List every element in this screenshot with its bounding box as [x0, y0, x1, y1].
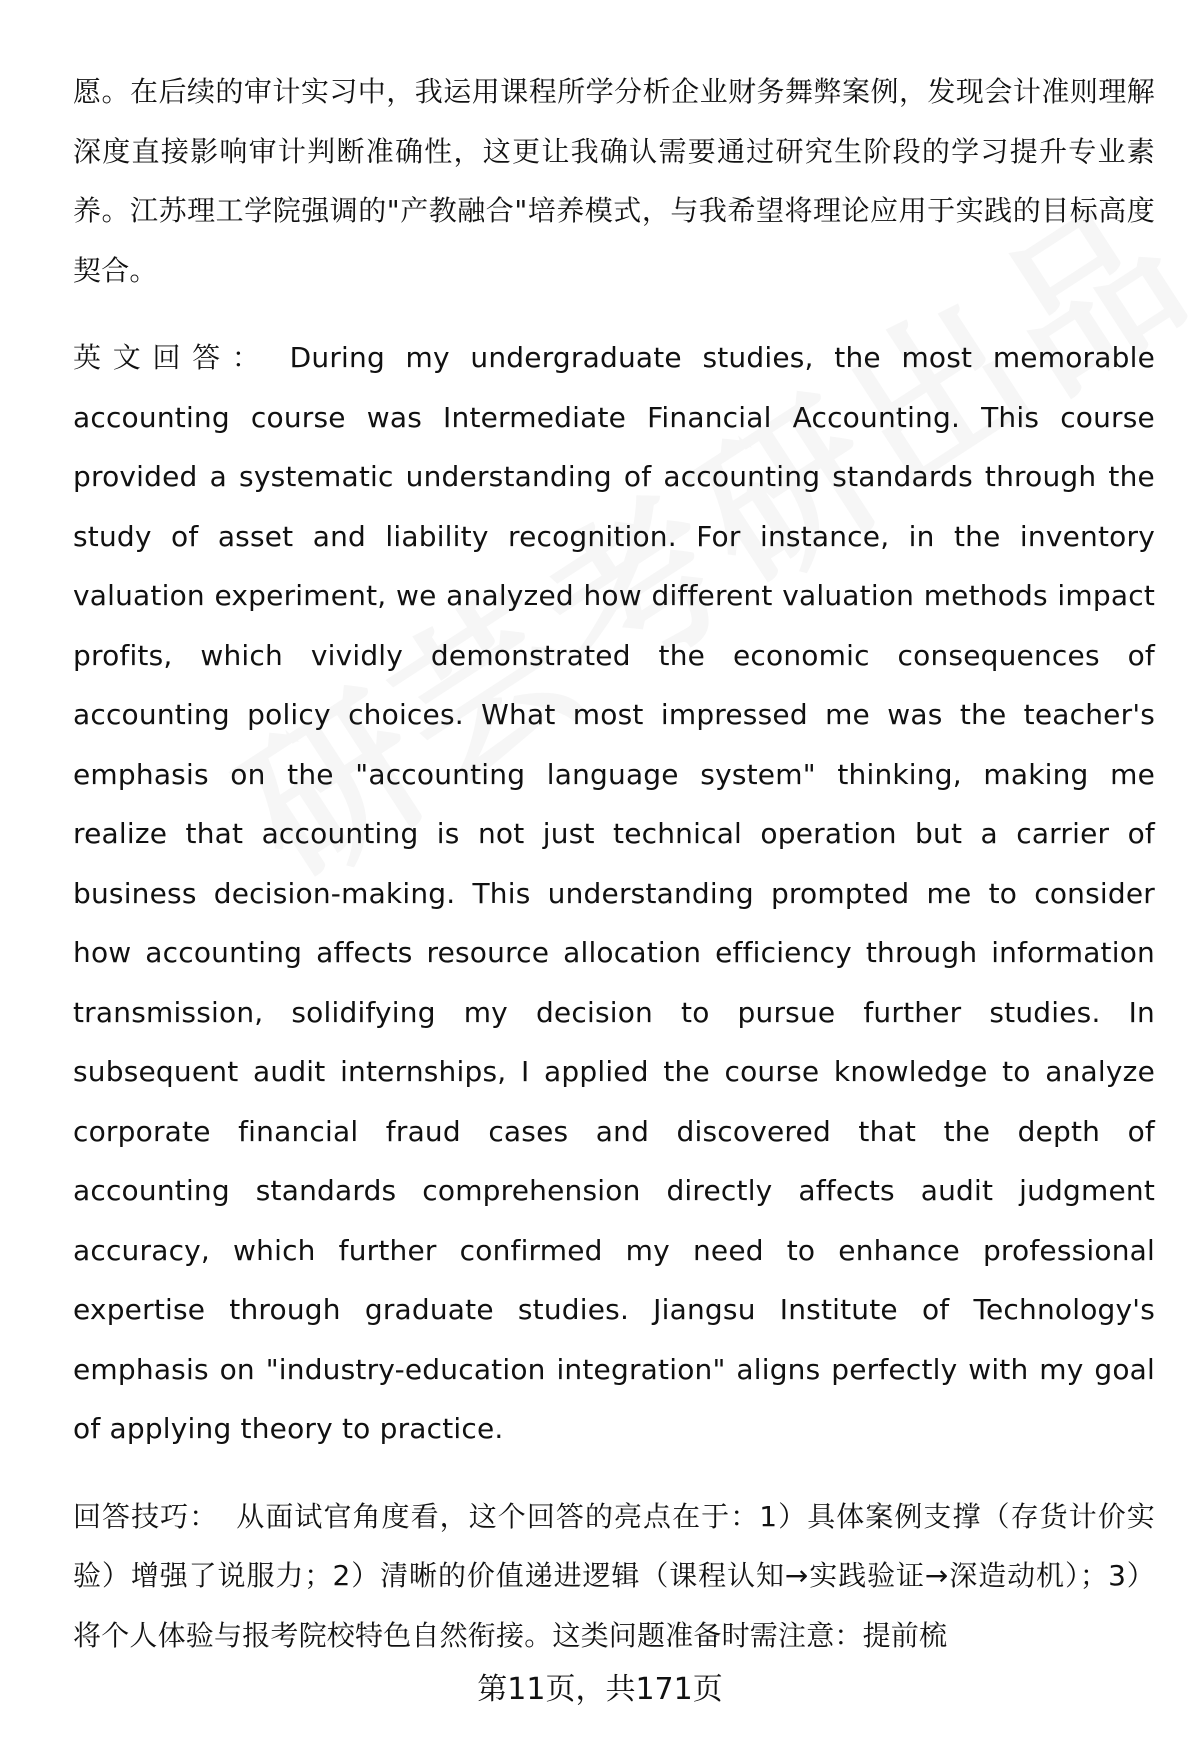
english-answer-paragraph — [73, 328, 1155, 1459]
answer-tips-label: 回答技巧： — [73, 1499, 219, 1533]
document-body — [73, 62, 1155, 1665]
paragraph-text: 愿。在后续的审计实习中，我运用课程所学分析企业财务舞弊案例，发现会计准则理解深度直接影响审计判断准确性，这更让我确认需要通过研究生阶段的学习提升专业素养。江苏理工学院强调的"产教融合"培养模式，与我希望将理论应用于实践的目标高度契合。 — [73, 75, 1155, 287]
page-number: 第11页，共171页 — [477, 1672, 723, 1707]
answer-tips-paragraph — [73, 1487, 1155, 1666]
paragraph-text: During my undergraduate studies, the most memorable accounting course was Intermediate Financial Accounting. This course provided a systematic understanding of accounting standards through the study of asset and liability recognition. For instance, in the inventory valuation experiment, we analyzed how different valuation methods impact profits, which vividly demonstrated the economic consequences of accounting policy choices. What most impressed me was the teacher's emphasis on the "accounting language system" thinking, making me realize that accounting is not just technical operation but a carrier of business decision-making. This understanding prompted me to consider how accounting affects resource allocation efficiency through information transmission, solidifying my decision to pursue further studies. In subsequent audit internships, I applied the course knowledge to analyze corporate financial fraud cases and discovered that the depth of accounting standards comprehension directly affects audit judgment accuracy, which further confirmed my need to enhance professional expertise through graduate studies. Jiangsu Institute of Technology's emphasis on "industry-education integration" aligns perfectly with my goal of applying theory to practice. — [73, 341, 1155, 1445]
english-answer-label: 英文回答： — [73, 341, 272, 374]
chinese-answer-continuation — [73, 62, 1155, 300]
paragraph-text: 从面试官角度看，这个回答的亮点在于：1）具体案例支撑（存货计价实验）增强了说服力；2）清晰的价值递进逻辑（课程认知→实践验证→深造动机）；3）将个人体验与报考院校特色自然衔接。这类问题准备时需注意：提前梳 — [73, 1499, 1155, 1652]
